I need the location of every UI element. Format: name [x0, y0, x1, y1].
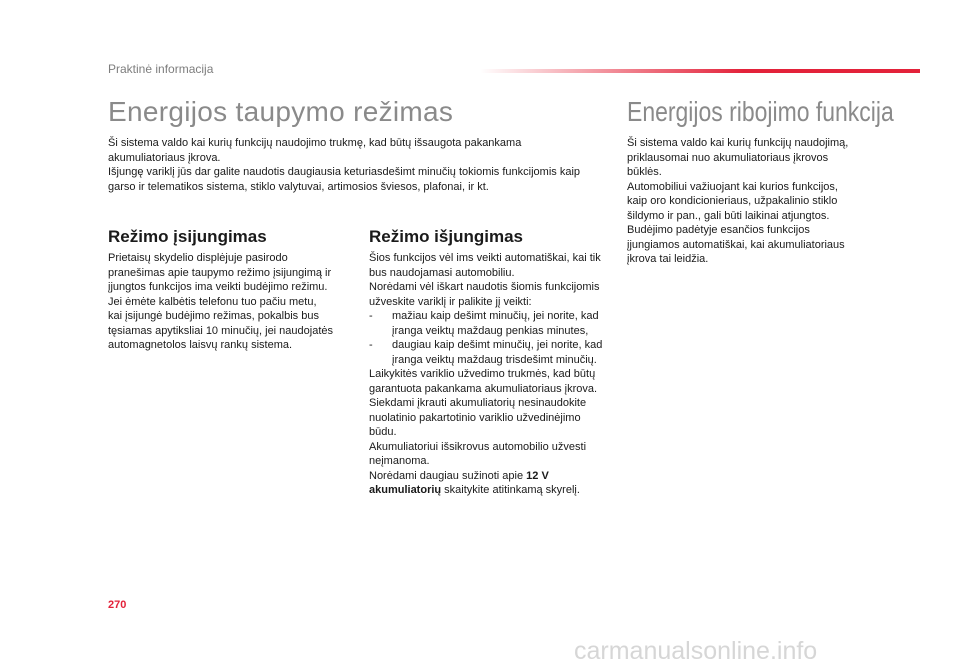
limit-line: Automobiliui važiuojant kai kurios funkcijos, — [627, 180, 838, 193]
disable-line: Akumuliatoriui išsikrovus automobilio užvesti — [369, 440, 587, 453]
disable-line: neįmanoma. — [369, 455, 430, 467]
disable-line: Siekdami įkrauti akumuliatorių nesinaudokite — [369, 397, 587, 409]
disable-line: bus naudojamasi automobiliu. — [369, 266, 515, 279]
enable-line: Prietaisų skydelio displėjuje pasirodo — [108, 252, 288, 264]
disable-line: užveskite variklį ir palikite jį veikti: — [369, 295, 532, 308]
enable-line: automagnetolos laisvų rankų sistema. — [108, 339, 293, 351]
header-rule — [480, 69, 920, 73]
intro-line: Išjungę variklį jūs dar galite naudotis daugiausia keturiasdešimt minučių tokiomis funkcijomis kaip — [108, 166, 581, 178]
intro-line: garso ir telematikos sistema, stiklo valytuvai, artimosios šviesos, plafonai, ir kt. — [108, 180, 489, 193]
bullet-text: daugiau kaip dešimt minučių, jei norite, kad — [392, 339, 603, 351]
intro-line: akumuliatoriaus įkrova. — [108, 151, 221, 164]
more-info-line — [369, 483, 614, 498]
disable-line: būdu. — [369, 426, 397, 438]
bullet-text: mažiau kaip dešimt minučių, jei norite, kad — [392, 310, 599, 322]
limit-line: šildymo ir pan., gali būti laikinai atjungtos. — [627, 209, 830, 222]
side-title: Energijos ribojimo funkcija — [627, 96, 894, 127]
disable-paragraph — [369, 251, 614, 498]
bullet-text: įranga veiktų maždaug penkias minutes, — [392, 324, 589, 337]
dash-marker: - — [369, 339, 373, 351]
limit-paragraph — [627, 136, 867, 267]
more-info-bold: 12 V — [526, 469, 549, 482]
intro-paragraph — [108, 136, 608, 194]
bullet-text: įranga veiktų maždaug trisdešimt minučių. — [392, 353, 597, 366]
enable-line: Jei ėmėte kalbėtis telefonu tuo pačiu metu, — [108, 295, 317, 308]
disable-line: garantuota pakankama akumuliatoriaus įkrova. — [369, 382, 598, 395]
enable-paragraph — [108, 251, 348, 353]
bullet-item — [369, 338, 614, 353]
dash-marker: - — [369, 310, 373, 322]
limit-line: būklės. — [627, 166, 662, 178]
more-info-line — [369, 469, 614, 484]
disable-line: Šios funkcijos vėl ims veikti automatiškai, kai tik — [369, 252, 601, 264]
enable-line: kai įsijungė budėjimo režimas, pokalbis bus — [108, 310, 319, 322]
limit-line: Budėjimo padėtyje esančios funkcijos — [627, 224, 810, 236]
disable-line: Norėdami vėl iškart naudotis šiomis funkcijomis — [369, 281, 600, 293]
section-title: Praktinė informacija — [108, 62, 214, 76]
limit-line: priklausomai nuo akumuliatoriaus įkrovos — [627, 151, 829, 164]
more-info-bold: akumuliatorių — [369, 484, 442, 496]
page-number: 270 — [108, 599, 127, 611]
limit-line: Ši sistema valdo kai kurių funkcijų naudojimą, — [627, 137, 849, 149]
limit-line: įjungiamos automatiškai, kai akumuliatoriaus — [627, 238, 845, 251]
more-info-suffix: skaitykite atitinkamą skyrelį. — [441, 484, 580, 496]
bullet-item — [369, 309, 614, 324]
limit-line: įkrova tai leidžia. — [627, 253, 709, 265]
enable-line: tęsiamas apytiksliai 10 minučių, jei naudojatės — [108, 324, 334, 337]
disable-heading: Režimo išjungimas — [369, 227, 523, 246]
enable-line: įjungtos funkcijos ima veikti budėjimo režimu. — [108, 281, 328, 293]
enable-heading: Režimo įsijungimas — [108, 227, 267, 246]
enable-line: pranešimas apie taupymo režimo įsijungimą ir — [108, 266, 332, 279]
disable-line: Laikykitės variklio užvedimo trukmės, kad būtų — [369, 368, 596, 380]
watermark: carmanualsonline.info — [574, 637, 818, 665]
intro-line: Ši sistema valdo kai kurių funkcijų naudojimo trukmę, kad būtų išsaugota pakankama — [108, 137, 522, 149]
page-title: Energijos taupymo režimas — [108, 96, 454, 127]
disable-line: nuolatinio pakartotinio variklio užvedinėjimo — [369, 411, 581, 424]
limit-line: kaip oro kondicionieriaus, užpakalinio stiklo — [627, 195, 838, 207]
more-info-prefix: Norėdami daugiau sužinoti apie — [369, 469, 527, 482]
